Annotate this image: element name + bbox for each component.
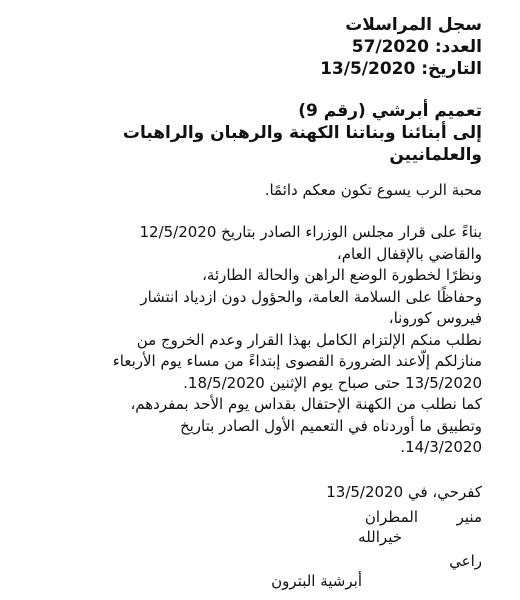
signatory-diocese: أبرشية البترون <box>271 572 362 590</box>
date-label: التاريخ: <box>421 59 482 79</box>
signatory-family-name: خيرالله <box>358 528 402 546</box>
body-line: والقاضي بالإقفال العام، <box>336 244 482 263</box>
body-line: وتطبيق ما أوردناه في التعميم الأول الصادر بتاريخ <box>179 416 482 435</box>
closing-date: 13/5/2020 <box>326 483 404 501</box>
document-date <box>320 58 482 80</box>
closing-place: كفرحي، في <box>407 483 482 501</box>
number-value: 57/2020 <box>351 37 429 57</box>
circular-addressees-continued: والعلمانيين <box>389 145 482 165</box>
greeting: محبة الرب يسوع تكون معكم دائمًا. <box>264 181 482 199</box>
body-line: وحفاظًا على السلامة العامة، والحؤول دون ازدياد انتشار <box>140 287 482 306</box>
circular-title: تعميم أبرشي (رقم 9) <box>298 101 482 121</box>
signatory-role: راعي <box>449 552 482 570</box>
circular-body <box>38 222 482 459</box>
body-line: نطلب منكم الإلتزام الكامل بهذا القرار وعدم الخروج من <box>136 330 482 349</box>
registry-heading: سجل المراسلات <box>345 15 482 35</box>
closing-place-date <box>326 483 482 501</box>
body-line: 13/5/2020 حتى صباح يوم الإثنين 18/5/2020. <box>183 373 482 392</box>
number-label: العدد: <box>434 37 482 57</box>
body-line: منازلكم إلّاعند الضرورة القصوى إبتداءً من مساء يوم الأربعاء <box>112 352 482 370</box>
body-line: ونظرًا لخطورة الوضع الراهن والحالة الطارئة، <box>202 266 482 284</box>
body-line: كما نطلب من الكهنة الإحتفال بقداس يوم الأحد بمفردهم، <box>130 395 482 413</box>
reference-number <box>352 36 482 58</box>
date-value: 13/5/2020 <box>320 59 416 79</box>
body-line: 14/3/2020. <box>400 438 482 456</box>
signatory-first-name: منير <box>456 508 482 526</box>
body-line: فيروس كورونا، <box>388 309 482 327</box>
signatory-title: المطران <box>364 508 418 526</box>
body-line: بناءً على قرار مجلس الوزراء الصادر بتاريخ 12/5/2020 <box>139 223 482 241</box>
circular-addressees: إلى أبنائنا وبناتنا الكهنة والرهبان والراهبات <box>122 123 482 143</box>
